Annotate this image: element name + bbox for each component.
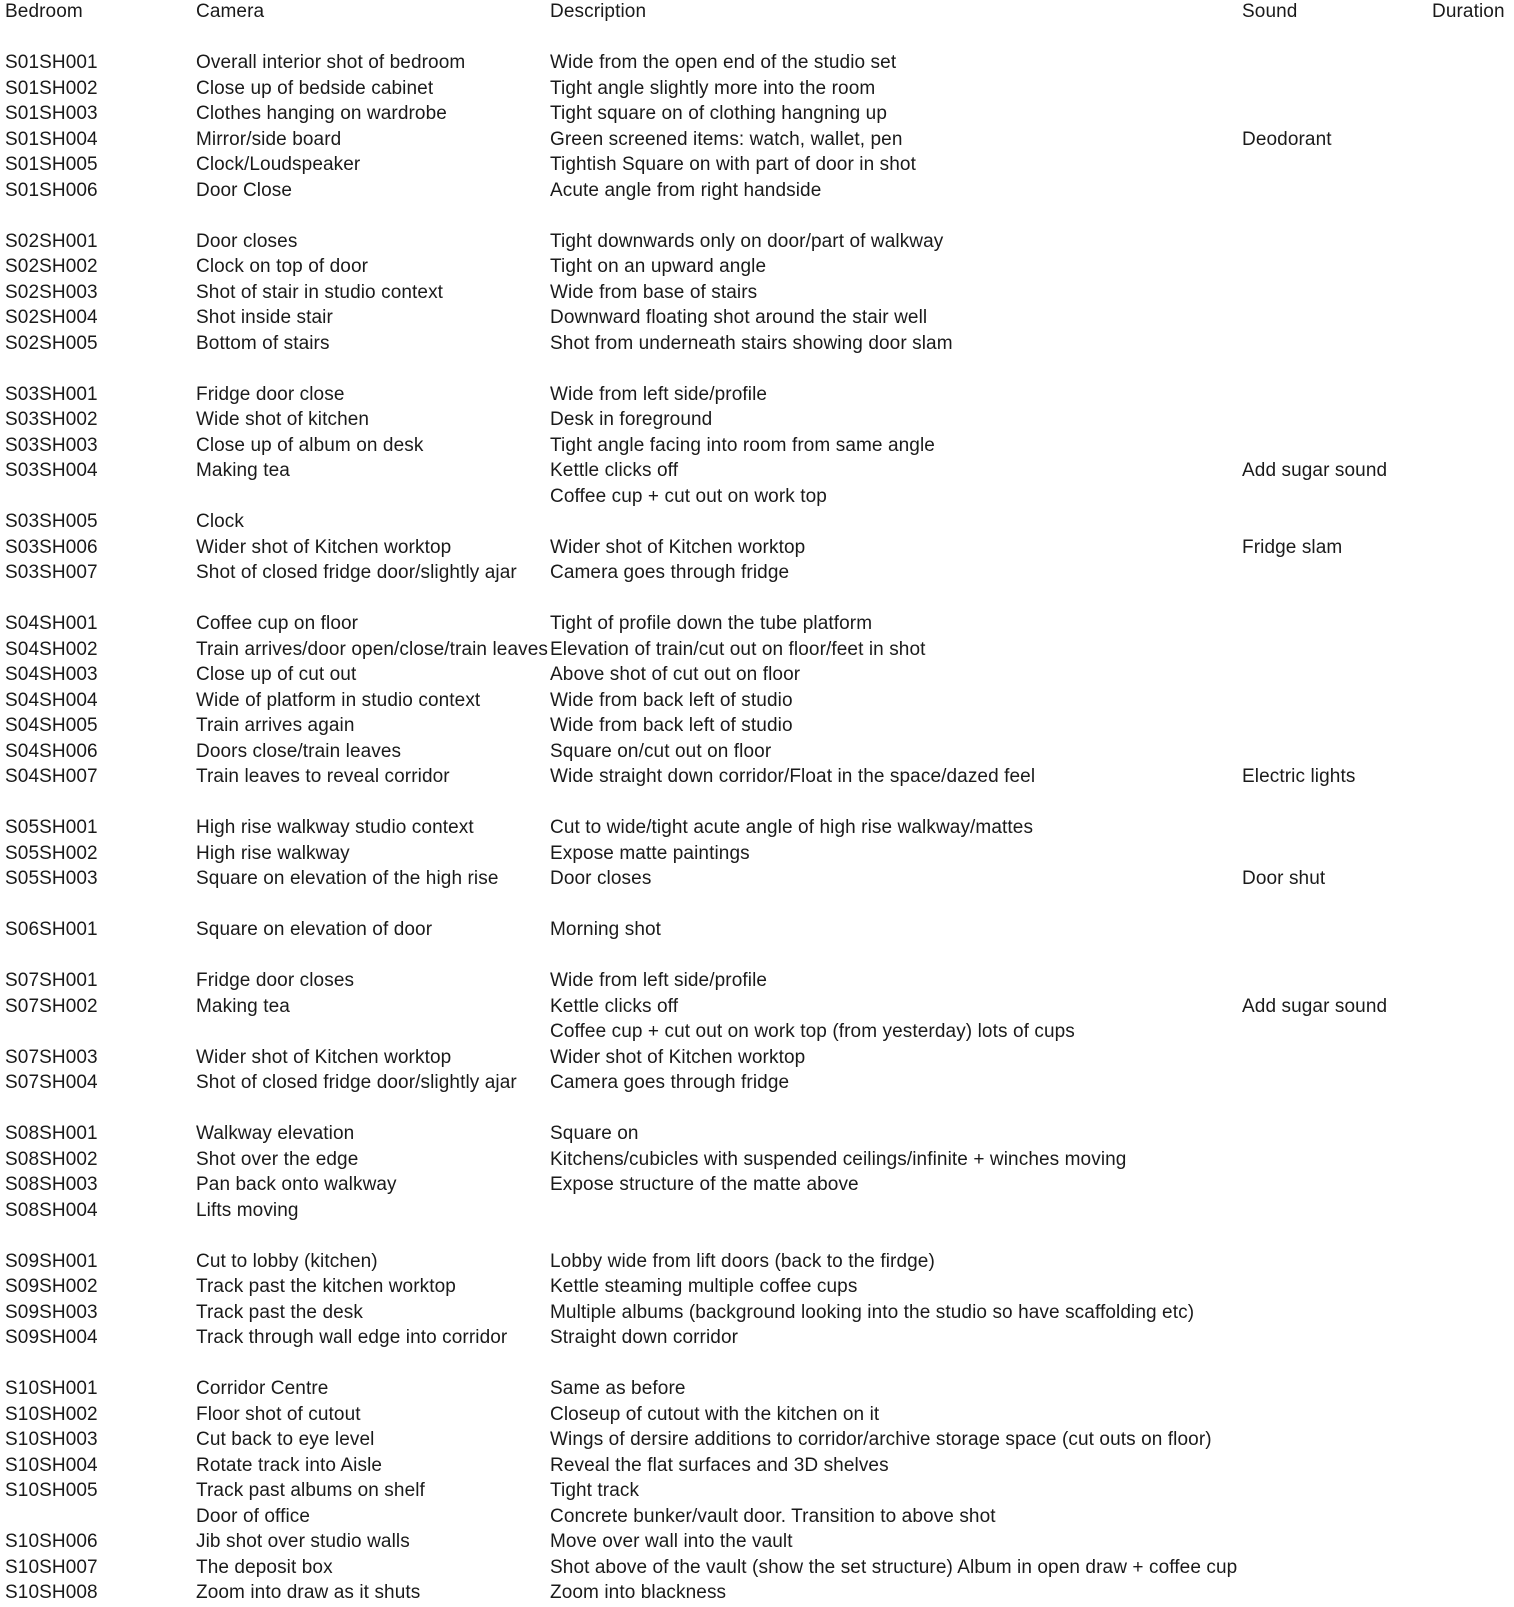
shot-row (0, 255, 1514, 281)
scene-block (0, 1377, 1514, 1607)
camera-cell: Wide shot of kitchen (196, 409, 370, 430)
shot-id: S10SH001 (5, 1378, 98, 1399)
shot-id: S10SH008 (5, 1582, 98, 1603)
shot-row (0, 969, 1514, 995)
shot-id: S01SH002 (5, 77, 98, 99)
shot-id: S02SH004 (5, 307, 98, 328)
shot-id: S01SH006 (5, 179, 98, 201)
camera-cell: Square on elevation of the high rise (196, 868, 499, 889)
shot-list-body (0, 26, 1514, 1607)
shot-id: S10SH002 (5, 1403, 98, 1425)
shot-id: S04SH002 (5, 638, 98, 660)
description-cell: Wide from base of stairs (550, 281, 758, 303)
description-cell: Wings of dersire additions to corridor/archive storage space (cut outs on floor) (550, 1429, 1212, 1450)
description-cell: Expose matte paintings (550, 842, 750, 864)
description-cell: Square on/cut out on floor (550, 740, 772, 762)
scene-gap (0, 357, 1514, 383)
sound-cell: Add sugar sound (1242, 995, 1388, 1017)
camera-cell: Corridor Centre (196, 1378, 329, 1399)
shot-id: S07SH002 (5, 995, 98, 1017)
description-cell: Coffee cup + cut out on work top (550, 485, 827, 507)
shot-row (0, 638, 1514, 664)
description-cell: Coffee cup + cut out on work top (from yesterday) lots of cups (550, 1021, 1075, 1042)
camera-cell: Coffee cup on floor (196, 613, 359, 634)
camera-cell: Close up of cut out (196, 664, 357, 685)
shot-row (0, 1148, 1514, 1174)
description-cell: Straight down corridor (550, 1327, 739, 1348)
sound-cell: Fridge slam (1242, 536, 1343, 558)
scene-gap (0, 1224, 1514, 1250)
header-description: Description (550, 1, 647, 22)
shot-id: S08SH003 (5, 1174, 98, 1195)
scene-block (0, 816, 1514, 893)
shot-row (0, 689, 1514, 715)
camera-cell: Track past the kitchen worktop (196, 1276, 456, 1297)
shot-id: S01SH003 (5, 103, 98, 124)
camera-cell: Shot of closed fridge door/slightly ajar (196, 562, 517, 583)
scene-block (0, 1122, 1514, 1224)
camera-cell: Train leaves to reveal corridor (196, 766, 450, 787)
description-cell: Reveal the flat surfaces and 3D shelves (550, 1454, 889, 1476)
shot-row (0, 663, 1514, 689)
shot-row (0, 1122, 1514, 1148)
shot-row (0, 1428, 1514, 1454)
description-cell: Wide from the open end of the studio set (550, 52, 897, 73)
shot-id: S05SH003 (5, 868, 98, 889)
shot-id: S03SH006 (5, 536, 98, 558)
camera-cell: Rotate track into Aisle (196, 1454, 383, 1476)
camera-cell: Cut to lobby (kitchen) (196, 1250, 378, 1272)
scene-block (0, 51, 1514, 204)
sound-cell: Add sugar sound (1242, 460, 1388, 481)
camera-cell: Doors close/train leaves (196, 740, 402, 762)
description-cell: Zoom into blackness (550, 1582, 727, 1603)
shot-row (0, 281, 1514, 307)
shot-row (0, 1505, 1514, 1531)
shot-row (0, 1275, 1514, 1301)
description-cell: Kitchens/cubicles with suspended ceilings/infinite + winches moving (550, 1148, 1127, 1170)
camera-cell: Wider shot of Kitchen worktop (196, 1046, 452, 1068)
shot-id: S10SH007 (5, 1556, 98, 1578)
description-cell: Acute angle from right handside (550, 179, 822, 201)
scene-gap (0, 587, 1514, 613)
camera-cell: Clock/Loudspeaker (196, 154, 361, 175)
camera-cell: Jib shot over studio walls (196, 1531, 410, 1552)
shot-id: S07SH003 (5, 1046, 98, 1068)
camera-cell: Shot inside stair (196, 307, 333, 328)
shot-id: S03SH002 (5, 409, 98, 430)
shot-row (0, 1046, 1514, 1072)
description-cell: Above shot of cut out on floor (550, 664, 801, 685)
scene-block (0, 1250, 1514, 1352)
scene-gap (0, 26, 1514, 52)
camera-cell: Fridge door closes (196, 970, 355, 991)
shot-row (0, 1173, 1514, 1199)
camera-cell: The deposit box (196, 1556, 333, 1578)
shot-row (0, 1403, 1514, 1429)
camera-cell: Door of office (196, 1505, 311, 1527)
description-cell: Wide straight down corridor/Float in the space/dazed feel (550, 766, 1036, 787)
scene-gap (0, 944, 1514, 970)
description-cell: Desk in foreground (550, 409, 713, 430)
description-cell: Camera goes through fridge (550, 562, 790, 583)
shot-id: S10SH004 (5, 1454, 98, 1476)
description-cell: Expose structure of the matte above (550, 1174, 859, 1195)
shot-row (0, 740, 1514, 766)
camera-cell: Zoom into draw as it shuts (196, 1582, 421, 1603)
header-row (0, 0, 1514, 26)
shot-row (0, 1250, 1514, 1276)
description-cell: Door closes (550, 868, 652, 889)
camera-cell: Shot over the edge (196, 1148, 359, 1170)
camera-cell: Track past the desk (196, 1301, 363, 1323)
scene-gap (0, 893, 1514, 919)
camera-cell: Cut back to eye level (196, 1429, 375, 1450)
shot-row (0, 434, 1514, 460)
shot-row (0, 536, 1514, 562)
shot-id: S09SH003 (5, 1301, 98, 1323)
shot-id: S08SH001 (5, 1123, 98, 1144)
shot-row (0, 383, 1514, 409)
description-cell: Same as before (550, 1378, 686, 1399)
description-cell: Lobby wide from lift doors (back to the firdge) (550, 1250, 935, 1272)
shot-row (0, 128, 1514, 154)
shot-id: S09SH004 (5, 1327, 98, 1348)
shot-row (0, 153, 1514, 179)
camera-cell: Train arrives/door open/close/train leaves (196, 638, 548, 660)
shot-id: S02SH005 (5, 332, 98, 354)
camera-cell: Close up of album on desk (196, 434, 424, 456)
shot-row (0, 485, 1514, 511)
camera-cell: Mirror/side board (196, 128, 342, 150)
shot-row (0, 102, 1514, 128)
camera-cell: Making tea (196, 995, 290, 1017)
camera-cell: Shot of stair in studio context (196, 281, 444, 303)
shot-row (0, 918, 1514, 944)
shot-id: S08SH002 (5, 1148, 98, 1170)
shot-row (0, 765, 1514, 791)
description-cell: Camera goes through fridge (550, 1072, 790, 1093)
header-camera: Camera (196, 1, 265, 22)
shot-id: S05SH001 (5, 817, 98, 838)
shot-row (0, 332, 1514, 358)
description-cell: Downward floating shot around the stair well (550, 307, 928, 328)
shot-row (0, 1556, 1514, 1582)
camera-cell: Door Close (196, 179, 293, 201)
description-cell: Wide from left side/profile (550, 970, 768, 991)
shot-row (0, 51, 1514, 77)
shot-row (0, 561, 1514, 587)
description-cell: Wider shot of Kitchen worktop (550, 536, 806, 558)
shot-id: S02SH002 (5, 256, 98, 277)
description-cell: Tight track (550, 1480, 640, 1501)
description-cell: Wide from back left of studio (550, 689, 793, 711)
shot-id: S04SH003 (5, 664, 98, 685)
description-cell: Kettle clicks off (550, 460, 679, 481)
shot-row (0, 230, 1514, 256)
shot-row (0, 1454, 1514, 1480)
camera-cell: Track past albums on shelf (196, 1480, 425, 1501)
shot-id: S04SH001 (5, 613, 98, 634)
camera-cell: Clock (196, 511, 245, 532)
shot-id: S03SH001 (5, 383, 98, 405)
shot-id: S03SH004 (5, 460, 98, 481)
camera-cell: Walkway elevation (196, 1123, 355, 1144)
sound-cell: Deodorant (1242, 128, 1332, 150)
camera-cell: High rise walkway studio context (196, 817, 474, 838)
camera-cell: Clock on top of door (196, 256, 369, 277)
shot-id: S10SH003 (5, 1429, 98, 1450)
description-cell: Tight square on of clothing hangning up (550, 103, 887, 124)
shot-id: S07SH004 (5, 1072, 98, 1093)
shot-row (0, 714, 1514, 740)
camera-cell: Bottom of stairs (196, 332, 330, 354)
camera-cell: Square on elevation of door (196, 919, 433, 940)
description-cell: Tight angle slightly more into the room (550, 77, 876, 99)
scene-block (0, 918, 1514, 944)
shot-row (0, 306, 1514, 332)
shot-id: S08SH004 (5, 1199, 98, 1221)
shot-id: S02SH001 (5, 230, 98, 252)
shot-row (0, 816, 1514, 842)
shot-id: S02SH003 (5, 281, 98, 303)
camera-cell: Train arrives again (196, 715, 355, 736)
shot-id: S09SH002 (5, 1276, 98, 1297)
shot-id: S03SH005 (5, 511, 98, 532)
shot-row (0, 612, 1514, 638)
description-cell: Shot from underneath stairs showing door slam (550, 332, 953, 354)
shot-row (0, 510, 1514, 536)
description-cell: Wider shot of Kitchen worktop (550, 1046, 806, 1068)
shot-row (0, 995, 1514, 1021)
description-cell: Tightish Square on with part of door in shot (550, 154, 916, 175)
scene-gap (0, 1352, 1514, 1378)
scene-block (0, 383, 1514, 587)
description-cell: Kettle clicks off (550, 995, 679, 1017)
shot-id: S06SH001 (5, 919, 98, 940)
header-shot: Bedroom (5, 1, 83, 22)
shot-row (0, 408, 1514, 434)
description-cell: Concrete bunker/vault door. Transition to above shot (550, 1505, 996, 1527)
header-duration: Duration (1432, 1, 1505, 22)
camera-cell: Close up of bedside cabinet (196, 77, 434, 99)
camera-cell: Lifts moving (196, 1199, 299, 1221)
shot-row (0, 179, 1514, 205)
camera-cell: High rise walkway (196, 842, 350, 864)
shot-id: S07SH001 (5, 970, 98, 991)
shot-row (0, 1581, 1514, 1607)
shot-row (0, 867, 1514, 893)
shot-id: S10SH005 (5, 1480, 98, 1501)
camera-cell: Fridge door close (196, 383, 345, 405)
shot-id: S01SH004 (5, 128, 98, 150)
camera-cell: Pan back onto walkway (196, 1174, 397, 1195)
camera-cell: Clothes hanging on wardrobe (196, 103, 447, 124)
description-cell: Shot above of the vault (show the set structure) Album in open draw + coffee cup (550, 1556, 1238, 1578)
shot-row (0, 77, 1514, 103)
shot-id: S10SH006 (5, 1531, 98, 1552)
description-cell: Multiple albums (background looking into the studio so have scaffolding etc) (550, 1301, 1195, 1323)
camera-cell: Door closes (196, 230, 298, 252)
sound-cell: Door shut (1242, 868, 1326, 889)
shot-row (0, 1326, 1514, 1352)
camera-cell: Wider shot of Kitchen worktop (196, 536, 452, 558)
description-cell: Tight on an upward angle (550, 256, 767, 277)
shot-row (0, 1479, 1514, 1505)
shot-row (0, 1301, 1514, 1327)
description-cell: Move over wall into the vault (550, 1531, 793, 1552)
shot-id: S03SH003 (5, 434, 98, 456)
shot-row (0, 1377, 1514, 1403)
shot-id: S03SH007 (5, 562, 98, 583)
description-cell: Wide from back left of studio (550, 715, 793, 736)
description-cell: Elevation of train/cut out on floor/feet in shot (550, 638, 926, 660)
shot-row (0, 459, 1514, 485)
shot-row (0, 1020, 1514, 1046)
scene-gap (0, 1097, 1514, 1123)
scene-gap (0, 204, 1514, 230)
shot-id: S04SH005 (5, 715, 98, 736)
camera-cell: Making tea (196, 460, 290, 481)
camera-cell: Overall interior shot of bedroom (196, 52, 466, 73)
camera-cell: Wide of platform in studio context (196, 689, 481, 711)
scene-block (0, 612, 1514, 791)
description-cell: Closeup of cutout with the kitchen on it (550, 1403, 880, 1425)
description-cell: Tight angle facing into room from same angle (550, 434, 935, 456)
shot-row (0, 1530, 1514, 1556)
description-cell: Kettle steaming multiple coffee cups (550, 1276, 858, 1297)
shot-id: S04SH006 (5, 740, 98, 762)
description-cell: Cut to wide/tight acute angle of high rise walkway/mattes (550, 817, 1034, 838)
description-cell: Green screened items: watch, wallet, pen (550, 128, 903, 150)
description-cell: Tight downwards only on door/part of walkway (550, 230, 944, 252)
scene-block (0, 969, 1514, 1097)
sound-cell: Electric lights (1242, 766, 1356, 787)
description-cell: Square on (550, 1123, 639, 1144)
camera-cell: Track through wall edge into corridor (196, 1327, 508, 1348)
header-sound: Sound (1242, 1, 1298, 22)
description-cell: Tight of profile down the tube platform (550, 613, 873, 634)
shot-row (0, 842, 1514, 868)
scene-block (0, 230, 1514, 358)
camera-cell: Floor shot of cutout (196, 1403, 361, 1425)
camera-cell: Shot of closed fridge door/slightly ajar (196, 1072, 517, 1093)
shot-row (0, 1199, 1514, 1225)
shot-id: S04SH007 (5, 766, 98, 787)
shot-id: S05SH002 (5, 842, 98, 864)
scene-gap (0, 791, 1514, 817)
shot-id: S01SH001 (5, 52, 98, 73)
shot-row (0, 1071, 1514, 1097)
shot-id: S01SH005 (5, 154, 98, 175)
description-cell: Morning shot (550, 919, 662, 940)
description-cell: Wide from left side/profile (550, 383, 768, 405)
shot-id: S04SH004 (5, 689, 98, 711)
shot-id: S09SH001 (5, 1250, 98, 1272)
